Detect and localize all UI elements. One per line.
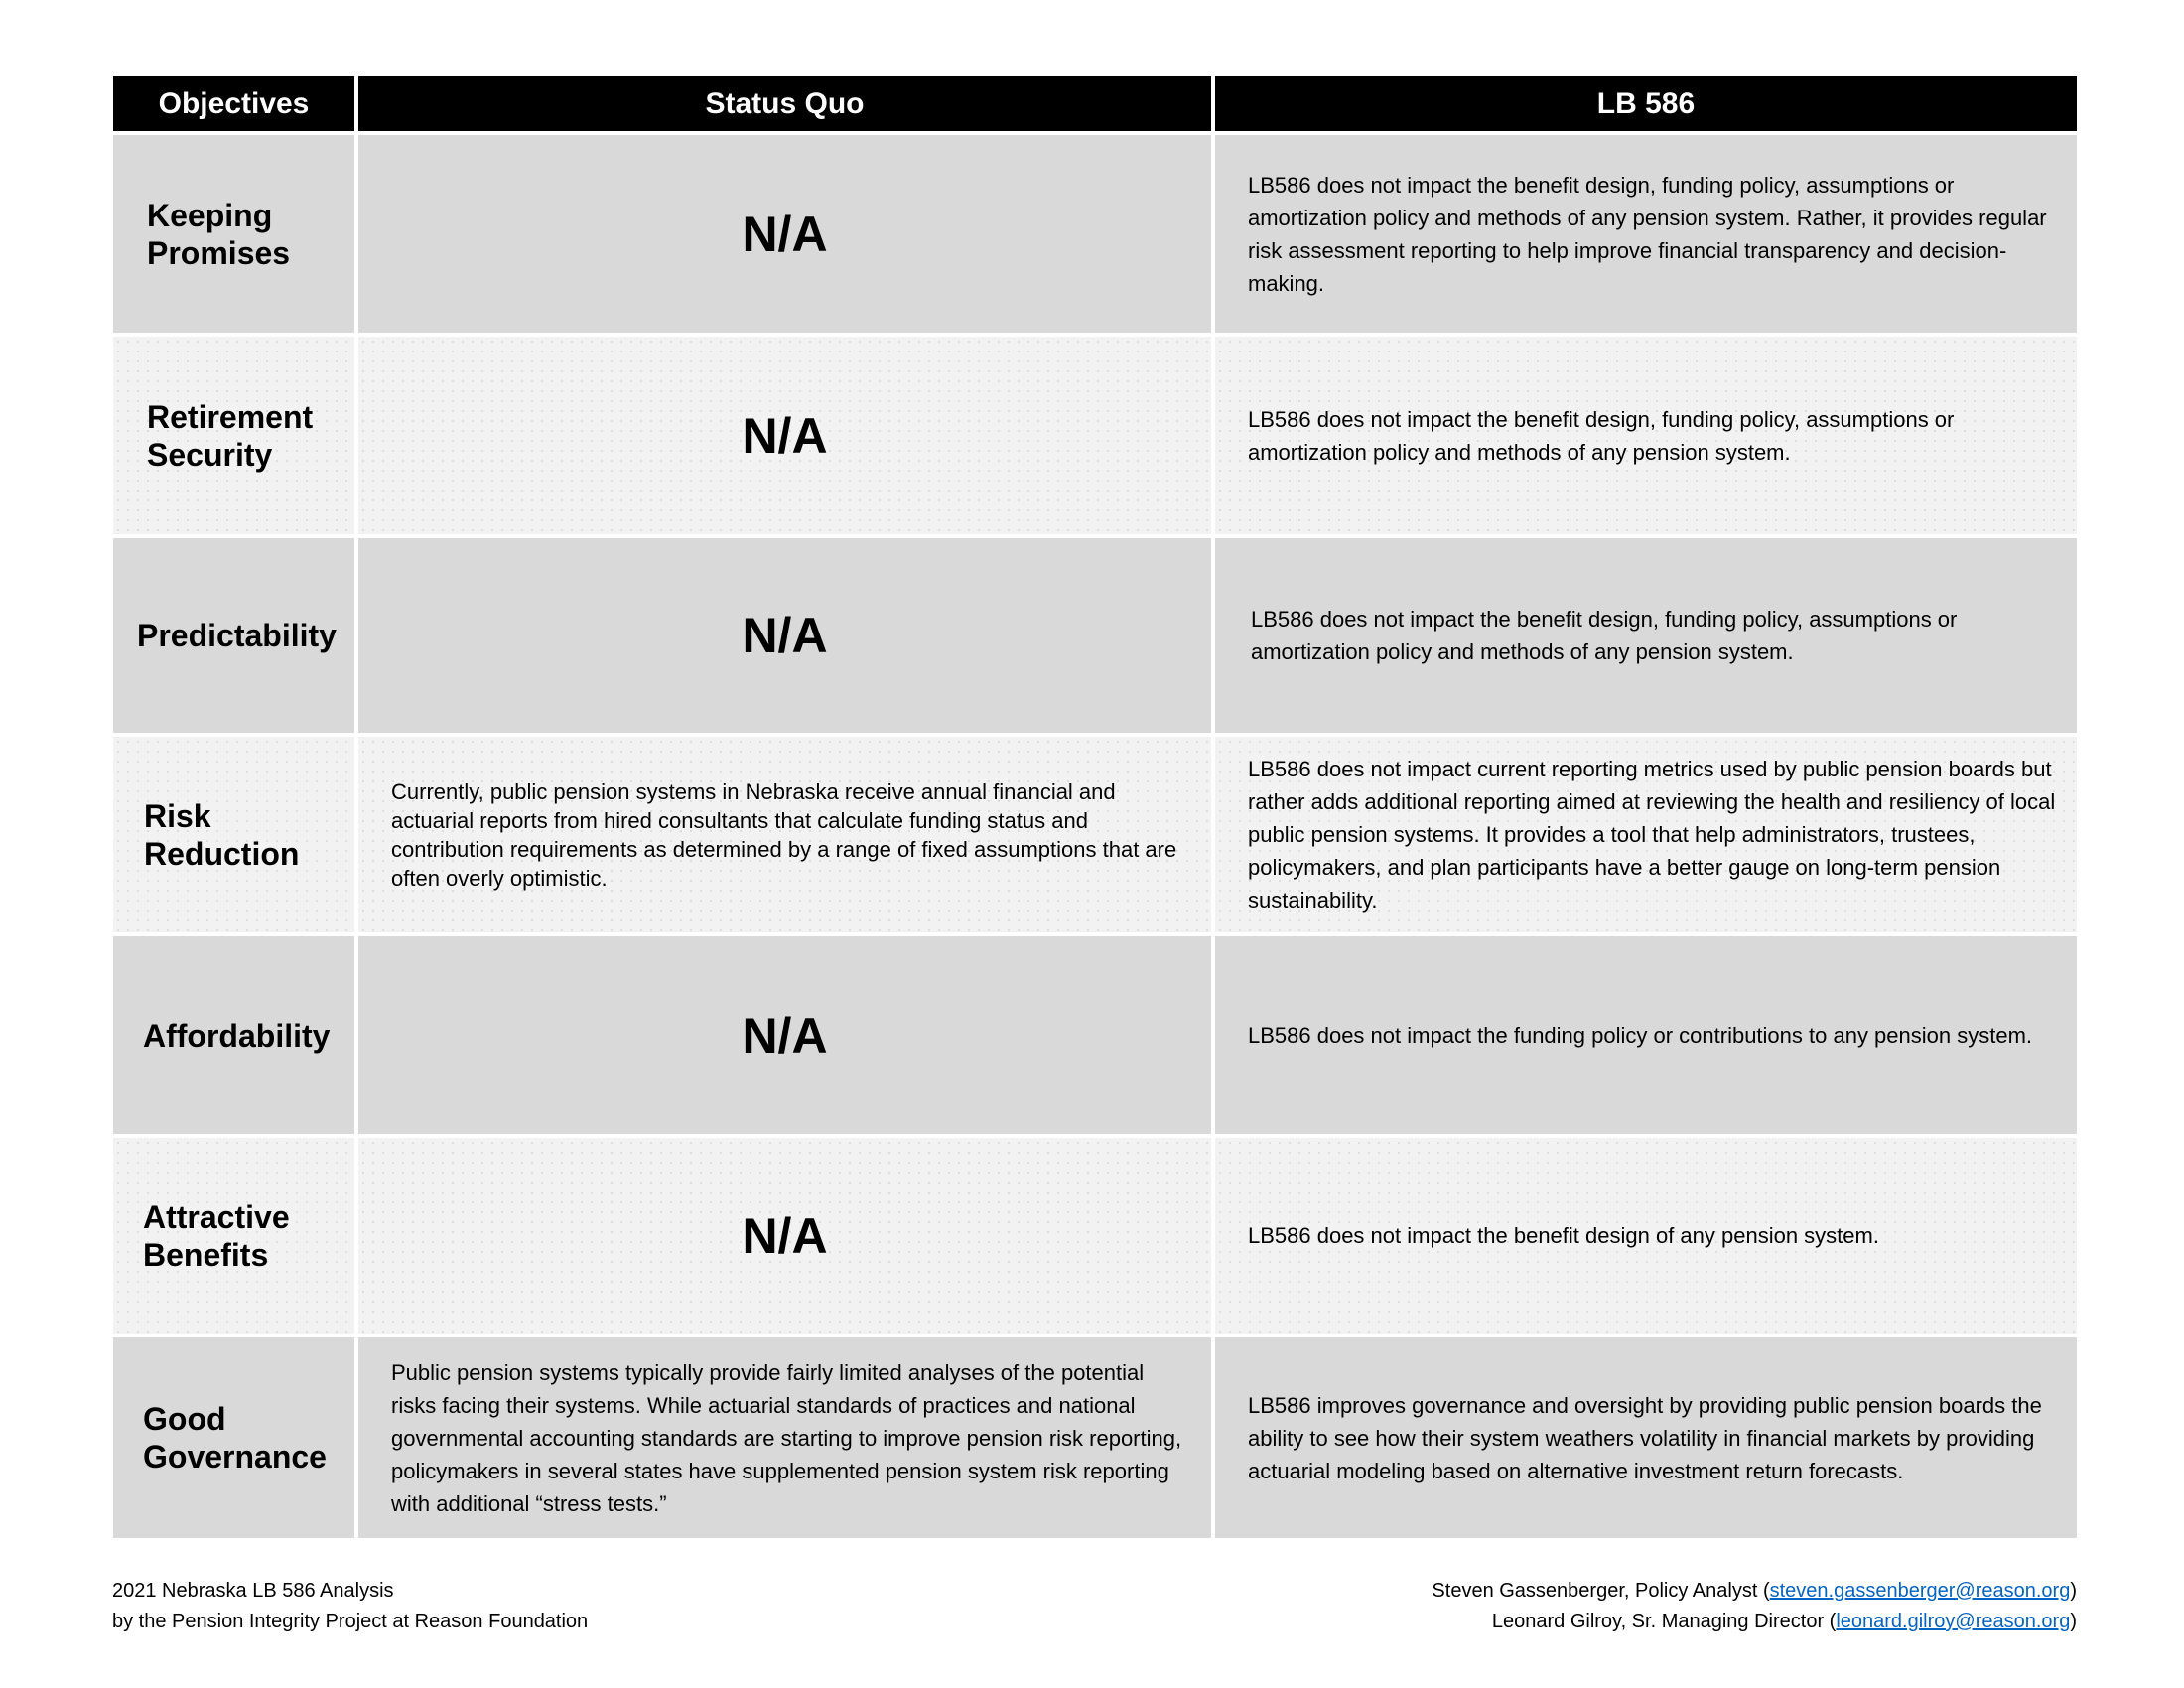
header-objectives: Objectives bbox=[113, 76, 358, 135]
footer-contacts bbox=[1432, 1576, 2077, 1637]
lb586-cell: LB586 does not impact the benefit design, funding policy, assumptions or amortization policy and methods of any pension system. bbox=[1215, 337, 2077, 538]
footer-title: 2021 Nebraska LB 586 Analysis bbox=[112, 1580, 394, 1602]
paren-close: ) bbox=[2070, 1611, 2077, 1632]
contact-name-title: Leonard Gilroy, Sr. Managing Director ( bbox=[1491, 1611, 1837, 1632]
status-quo-cell: Currently, public pension systems in Nebraska receive annual financial and actuarial reports from hired consultants that calculate funding status and contribution requirements as determined by a range of fixed assumptions that are often overly optimistic. bbox=[358, 737, 1215, 936]
objective-label: Retirement Security bbox=[147, 398, 314, 473]
objective-affordability bbox=[113, 936, 358, 1138]
lb586-cell: LB586 does not impact the benefit design of any pension system. bbox=[1215, 1138, 2077, 1337]
objective-risk-reduction bbox=[113, 737, 358, 936]
objective-label: Affordability bbox=[143, 1017, 331, 1054]
header-status-quo: Status Quo bbox=[358, 76, 1215, 135]
status-quo-cell: N/A bbox=[358, 936, 1215, 1138]
objective-keeping-promises bbox=[113, 135, 358, 337]
header-lb586: LB 586 bbox=[1215, 76, 2077, 135]
objective-good-governance bbox=[113, 1337, 358, 1538]
lb586-cell: LB586 does not impact the funding policy or contributions to any pension system. bbox=[1215, 936, 2077, 1138]
status-quo-cell: N/A bbox=[358, 538, 1215, 737]
objective-label: Predictability bbox=[137, 618, 337, 653]
objective-retirement-security bbox=[113, 337, 358, 538]
objective-label: Risk Reduction bbox=[144, 797, 300, 872]
objective-label: Attractive Benefits bbox=[143, 1198, 290, 1273]
contact-leonard bbox=[1432, 1607, 2077, 1637]
email-link-leonard[interactable]: leonard.gilroy@reason.org bbox=[1836, 1611, 2071, 1632]
objectives-comparison-table bbox=[113, 76, 2077, 1538]
status-quo-cell: N/A bbox=[358, 135, 1215, 337]
lb586-cell: LB586 improves governance and oversight by providing public pension boards the ability to see how their system weathers volatility in financial markets by providing actuarial modeling based on alternative investment return forecasts. bbox=[1215, 1337, 2077, 1538]
objective-label: Good Governance bbox=[143, 1401, 327, 1475]
contact-name-title: Steven Gassenberger, Policy Analyst ( bbox=[1432, 1580, 1770, 1602]
lb586-cell: LB586 does not impact the benefit design, funding policy, assumptions or amortization policy and methods of any pension system. bbox=[1215, 538, 2077, 737]
lb586-cell: LB586 does not impact current reporting metrics used by public pension boards but rather adds additional reporting aimed at reviewing the health and resiliency of local public pension systems. It provides a tool that help administrators, trustees, policymakers, and plan participants have a better gauge on long-term pension sustainability. bbox=[1215, 737, 2077, 936]
objective-attractive-benefits bbox=[113, 1138, 358, 1337]
footer-publication-info bbox=[112, 1576, 588, 1637]
objective-label: Keeping Promises bbox=[147, 197, 291, 271]
contact-steven bbox=[1432, 1576, 2077, 1607]
paren-close: ) bbox=[2070, 1580, 2077, 1602]
footer-publisher: by the Pension Integrity Project at Reason Foundation bbox=[112, 1611, 589, 1632]
lb586-cell: LB586 does not impact the benefit design, funding policy, assumptions or amortization policy and methods of any pension system. Rather, it provides regular risk assessment reporting to help improve financial transparency and decision-making. bbox=[1215, 135, 2077, 337]
email-link-steven[interactable]: steven.gassenberger@reason.org bbox=[1769, 1580, 2071, 1602]
status-quo-cell: Public pension systems typically provide fairly limited analyses of the potential risks facing their systems. While actuarial standards of practices and national governmental accounting standards are starting to improve pension risk reporting, policymakers in several states have supplemented pension system risk reporting with additional “stress tests.” bbox=[358, 1337, 1215, 1538]
status-quo-cell: N/A bbox=[358, 1138, 1215, 1337]
status-quo-cell: N/A bbox=[358, 337, 1215, 538]
objective-predictability bbox=[113, 538, 358, 737]
